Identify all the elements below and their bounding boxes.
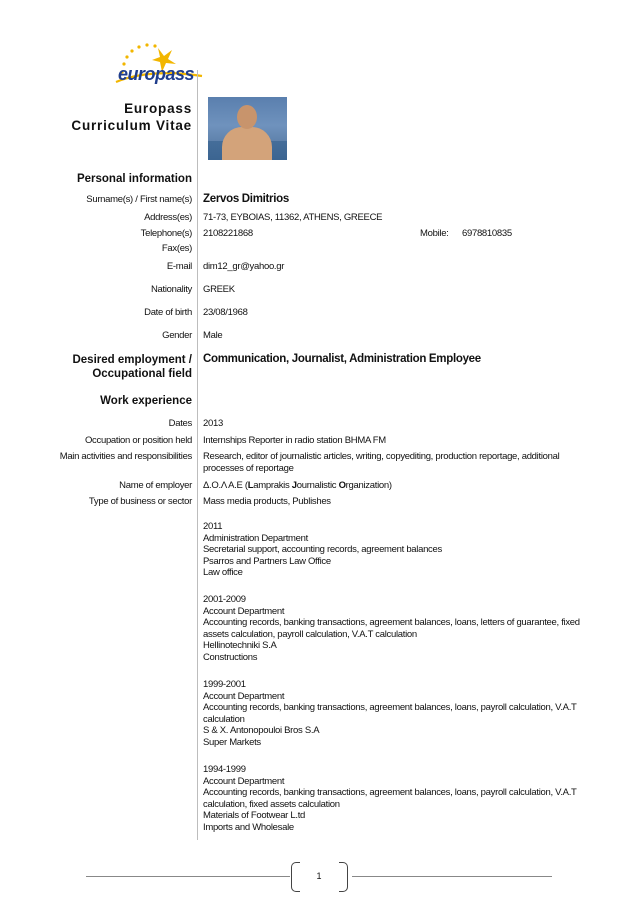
telephone-label: Telephone(s) (140, 228, 192, 239)
fax-label: Fax(es) (161, 243, 192, 254)
gender-label: Gender (162, 330, 192, 341)
activities-value: Research, editor of journalistic articles, writing, copyediting, production reportage, additional processes of reportage (203, 451, 560, 474)
address-label: Address(es) (144, 212, 192, 223)
email-value[interactable]: dim12_gr@yahoo.gr (203, 261, 285, 272)
job-duties: Secretarial support, accounting records, agreement balances (203, 544, 442, 556)
work-experience-heading: Work experience (100, 395, 192, 407)
nationality-value: GREEK (203, 284, 235, 295)
job-dept: Account Department (203, 605, 285, 617)
job-duties: Accounting records, banking transactions, agreement balances, loans, payroll calculation, V.A.T calculation, fixed assets calculation (203, 787, 577, 810)
job-entry (203, 679, 588, 749)
desired-title-line2: Occupational field (92, 368, 192, 380)
job-employer: S & X. Antonopouloi Bros S.A (203, 725, 320, 737)
europass-logo (110, 42, 210, 88)
column-divider (197, 70, 198, 840)
job-employer: Psarros and Partners Law Office (203, 555, 331, 567)
job-dates: 1999-2001 (203, 679, 246, 690)
occupation-value: Internships Reporter in radio station BHMA FM (203, 435, 386, 446)
address-value: 71-73, EYBOIAS, 11362, ATHENS, GREECE (203, 212, 383, 223)
surname-value: Zervos Dimitrios (203, 193, 289, 205)
job-dept: Administration Department (203, 532, 308, 544)
cv-title (71, 100, 192, 134)
dob-label: Date of birth (144, 307, 192, 318)
job-dates: 2001-2009 (203, 594, 246, 605)
desired-employment-heading (72, 353, 192, 381)
dates-value: 2013 (203, 418, 223, 429)
job-sector: Constructions (203, 651, 258, 663)
footer-bracket-left-icon (291, 862, 300, 892)
job-duties: Accounting records, banking transactions, agreement balances, loans, letters of guarantee, fixed assets calculation, payroll calculation, V.A.T calculation (203, 617, 580, 640)
nationality-label: Nationality (150, 284, 192, 295)
cv-title-line1: Europass (124, 101, 192, 116)
job-entry (203, 764, 588, 834)
job-entry (203, 521, 588, 579)
job-dept: Account Department (203, 690, 285, 702)
job-sector: Imports and Wholesale (203, 821, 294, 833)
job-sector: Super Markets (203, 736, 261, 748)
footer-line-left (86, 876, 290, 877)
footer-line-right (352, 876, 552, 877)
job-employer: Hellinotechniki S.A (203, 640, 277, 652)
job-dept: Account Department (203, 775, 285, 787)
surname-label: Surname(s) / First name(s) (86, 194, 192, 205)
activities-label: Main activities and responsibilities (59, 451, 192, 462)
desired-title-line1: Desired employment / (72, 354, 192, 366)
email-label: E-mail (166, 261, 192, 272)
profile-photo (208, 97, 287, 160)
mobile-label: Mobile: (420, 228, 449, 239)
cv-title-line2: Curriculum Vitae (71, 118, 192, 133)
mobile-value: 6978810835 (462, 228, 512, 239)
employer-value: Δ.Ο.Λ Α.Ε (Lamprakis Journalistic Organization) (203, 480, 392, 491)
job-employer: Materials of Footwear L.td (203, 810, 306, 822)
job-dates: 2011 (203, 521, 223, 532)
sector-label: Type of business or sector (88, 496, 192, 507)
gender-value: Male (203, 330, 223, 341)
dob-value: 23/08/1968 (203, 307, 248, 318)
dates-label: Dates (168, 418, 192, 429)
personal-info-heading: Personal information (76, 173, 192, 185)
job-dates: 1994-1999 (203, 764, 246, 775)
desired-employment-value: Communication, Journalist, Administration Employee (203, 353, 481, 365)
job-sector: Law office (203, 567, 243, 579)
occupation-label: Occupation or position held (84, 435, 192, 446)
logo-text: europass (118, 64, 195, 84)
employer-label: Name of employer (119, 480, 192, 491)
page-number: 1 (316, 871, 322, 881)
sector-value: Mass media products, Publishes (203, 496, 331, 507)
job-duties: Accounting records, banking transactions, agreement balances, loans, payroll calculation, V.A.T calculation (203, 702, 577, 725)
job-entry (203, 594, 588, 664)
telephone-value: 2108221868 (203, 228, 253, 239)
footer-bracket-right-icon (339, 862, 348, 892)
